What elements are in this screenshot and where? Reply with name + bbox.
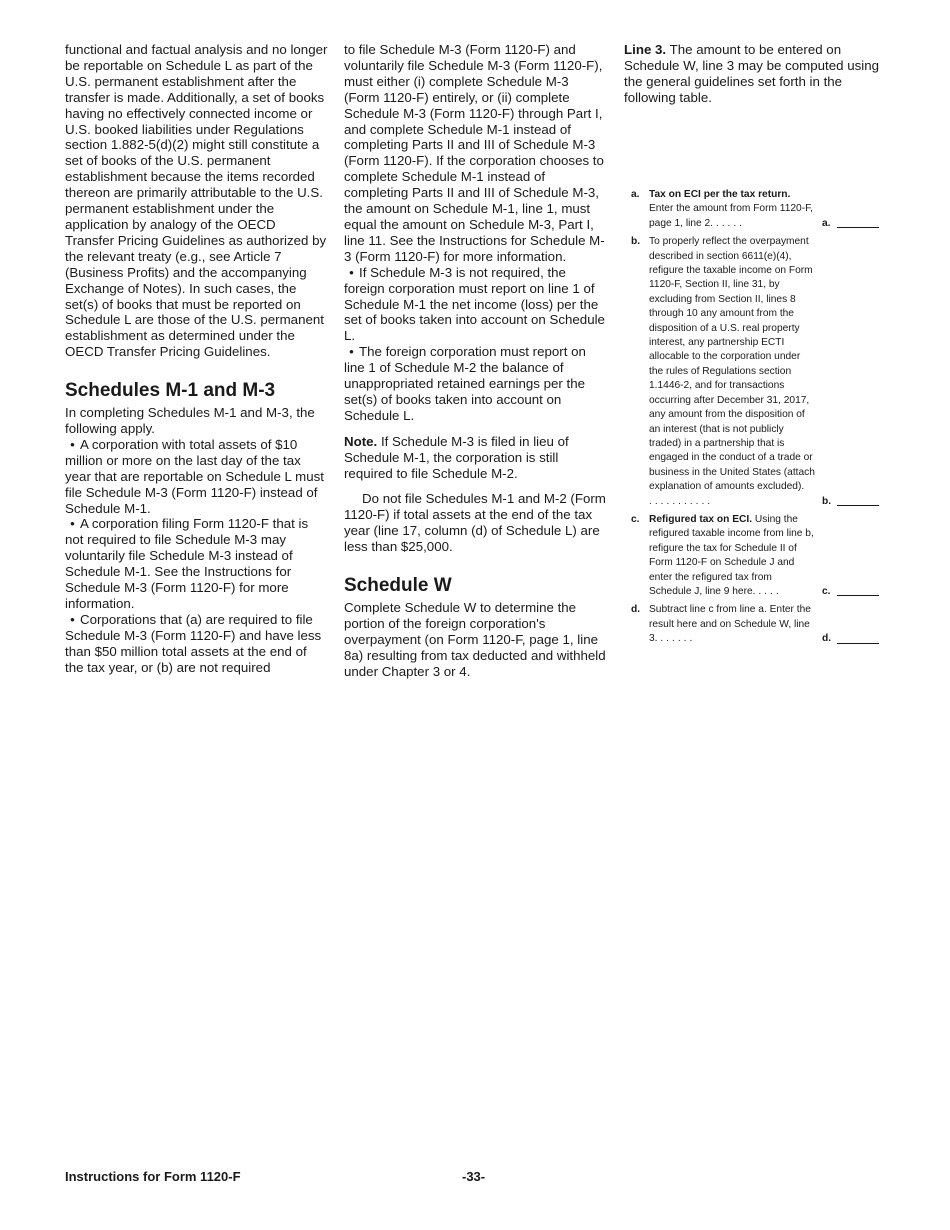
column-3 — [624, 42, 882, 106]
note-paragraph — [344, 434, 607, 482]
paragraph-do-not-file: Do not file Schedules M-1 and M-2 (Form 1120-F) if total assets at the end of the tax year (line 17, column (d) of Schedule L) are less than $25,000. — [344, 491, 606, 555]
schedule-w-line3-worksheet — [631, 188, 879, 651]
worksheet-row-c: c. Refigured tax on ECI. Using the refigured taxable income from line b, refigure the tax for Schedule II of Form 1120-F on Schedule J and enter the refigured tax from Schedule J, line 9 here. .... c. — [631, 513, 879, 599]
bullet-icon: • — [70, 436, 75, 452]
bullet-item: • If Schedule M-3 is not required, the foreign corporation must report on line 1 of Schedule M-1 the net income (loss) per the set of books taken into account on Schedule L. — [344, 264, 605, 344]
paragraph-schedule-w: Complete Schedule W to determine the portion of the foreign corporation's overpayment (on Form 1120-F, page 1, line 8a) resulting from tax deducted and withheld under Chapter 3 or 4. — [344, 600, 606, 679]
paragraph-intro: functional and factual analysis and no longer be reportable on Schedule L as part of the U.S. permanent establishment after the transfer is made. Additionally, a set of books having no effectively connected income or U.S. booked liabilities under Regulations section 1.882-5(d)(2) might still constitute a set of books of the U.S. permanent establishment because the items recorded thereon are primarily attributable to the U.S. permanent establishment under the application by analogy of the OECD Transfer Pricing Guidelines as authorized by the relevant treaty (e.g., see Article 7 (Business Profits) and the accompanying Exchange of Notes). In such cases, the set(s) of books that must be reported on Schedule L are those of the U.S. permanent establishment as determined under the OECD Transfer Pricing Guidelines. — [65, 42, 328, 360]
heading-schedules-m1-m3: Schedules M-1 and M-3 — [65, 380, 276, 402]
worksheet-row-b: b. To properly reflect the overpayment described in section 6611(e)(4), refigure the taxable income on Form 1120-F, Section II, line 31, by excluding from Section II, lines 8 through 10 any amount from the disposition of a U.S. real property interest, any partnership ECTI allocable to the corporation under the rules of Regulations section 1.1446-2, and for transactions occurring after December 31, 2017, any amount from the disposition of an interest (that is not publicly traded) in a partnership that is engaged in the conduct of a trade or business in the United States (attach explanation of amounts excluded). ........... b. — [631, 235, 879, 509]
bullet-item: • A corporation filing Form 1120-F that is not required to file Schedule M-3 may voluntarily file Schedule M-3 instead of Schedule M-1. See the Instructions for Schedule M-3 (Form 1120-F) for more information. — [65, 516, 309, 611]
note-label: Note. — [344, 433, 378, 449]
paragraph-continued: to file Schedule M-3 (Form 1120-F) and voluntarily file Schedule M-3 (Form 1120-F), must either (i) complete Schedule M-3 (Form 1120-F) entirely, or (ii) complete Schedule M-3 (Form 1120-F) through Part I, and complete Schedule M-1 instead of completing Parts II and III of Schedule M-3 (Form 1120-F). If the corporation chooses to complete Schedule M-1 instead of completing Parts II and III of Schedule M-3, the amount on Schedule M-1, line 1, must equal the amount on Schedule M-3, Part I, line 11. See the Instructions for Schedule M-3 (Form 1120-F) for more information. — [344, 42, 605, 264]
column-1 — [65, 42, 328, 676]
entry-line-b[interactable] — [837, 505, 879, 506]
heading-schedule-w: Schedule W — [344, 575, 452, 597]
note-text: If Schedule M-3 is filed in lieu of Schedule M-1, the corporation is still required to file Schedule M-2. — [344, 433, 569, 481]
entry-line-d[interactable] — [837, 643, 879, 644]
bullet-item: • A corporation with total assets of $10 million or more on the last day of the tax year that are reportable on Schedule L must file Schedule M-3 (Form 1120-F) instead of Schedule M-1. — [65, 436, 324, 516]
line3-label: Line 3. — [624, 42, 667, 57]
worksheet-row-a: a. Tax on ECI per the tax return. Enter the amount from Form 1120-F, page 1, line 2. ..... a. — [631, 188, 879, 231]
entry-line-c[interactable] — [837, 595, 879, 596]
bullet-icon: • — [349, 344, 354, 360]
footer-page-number: -33- — [462, 1169, 486, 1184]
bullet-item: • The foreign corporation must report on line 1 of Schedule M-2 the balance of unappropriated retained earnings per the set(s) of books taken into account on Schedule L. — [344, 344, 586, 423]
bullet-item: • Corporations that (a) are required to file Schedule M-3 (Form 1120-F) and have less than $50 million total assets at the end of the tax year, or (b) are not required — [65, 611, 322, 675]
bullet-icon: • — [349, 264, 354, 280]
entry-line-a[interactable] — [837, 227, 879, 228]
column-2 — [344, 42, 607, 680]
footer-form-title: Instructions for Form 1120-F — [65, 1169, 241, 1184]
line3-text: The amount to be entered on Schedule W, line 3 may be computed using the general guidelines set forth in the following table. — [624, 42, 880, 105]
bullet-icon: • — [70, 516, 75, 532]
line3-paragraph — [624, 42, 882, 106]
worksheet-row-d: d. Subtract line c from line a. Enter the result here and on Schedule W, line 3. ...... d. — [631, 603, 879, 646]
paragraph-lead: In completing Schedules M-1 and M-3, the following apply. — [65, 405, 315, 437]
bullet-icon: • — [70, 611, 75, 627]
